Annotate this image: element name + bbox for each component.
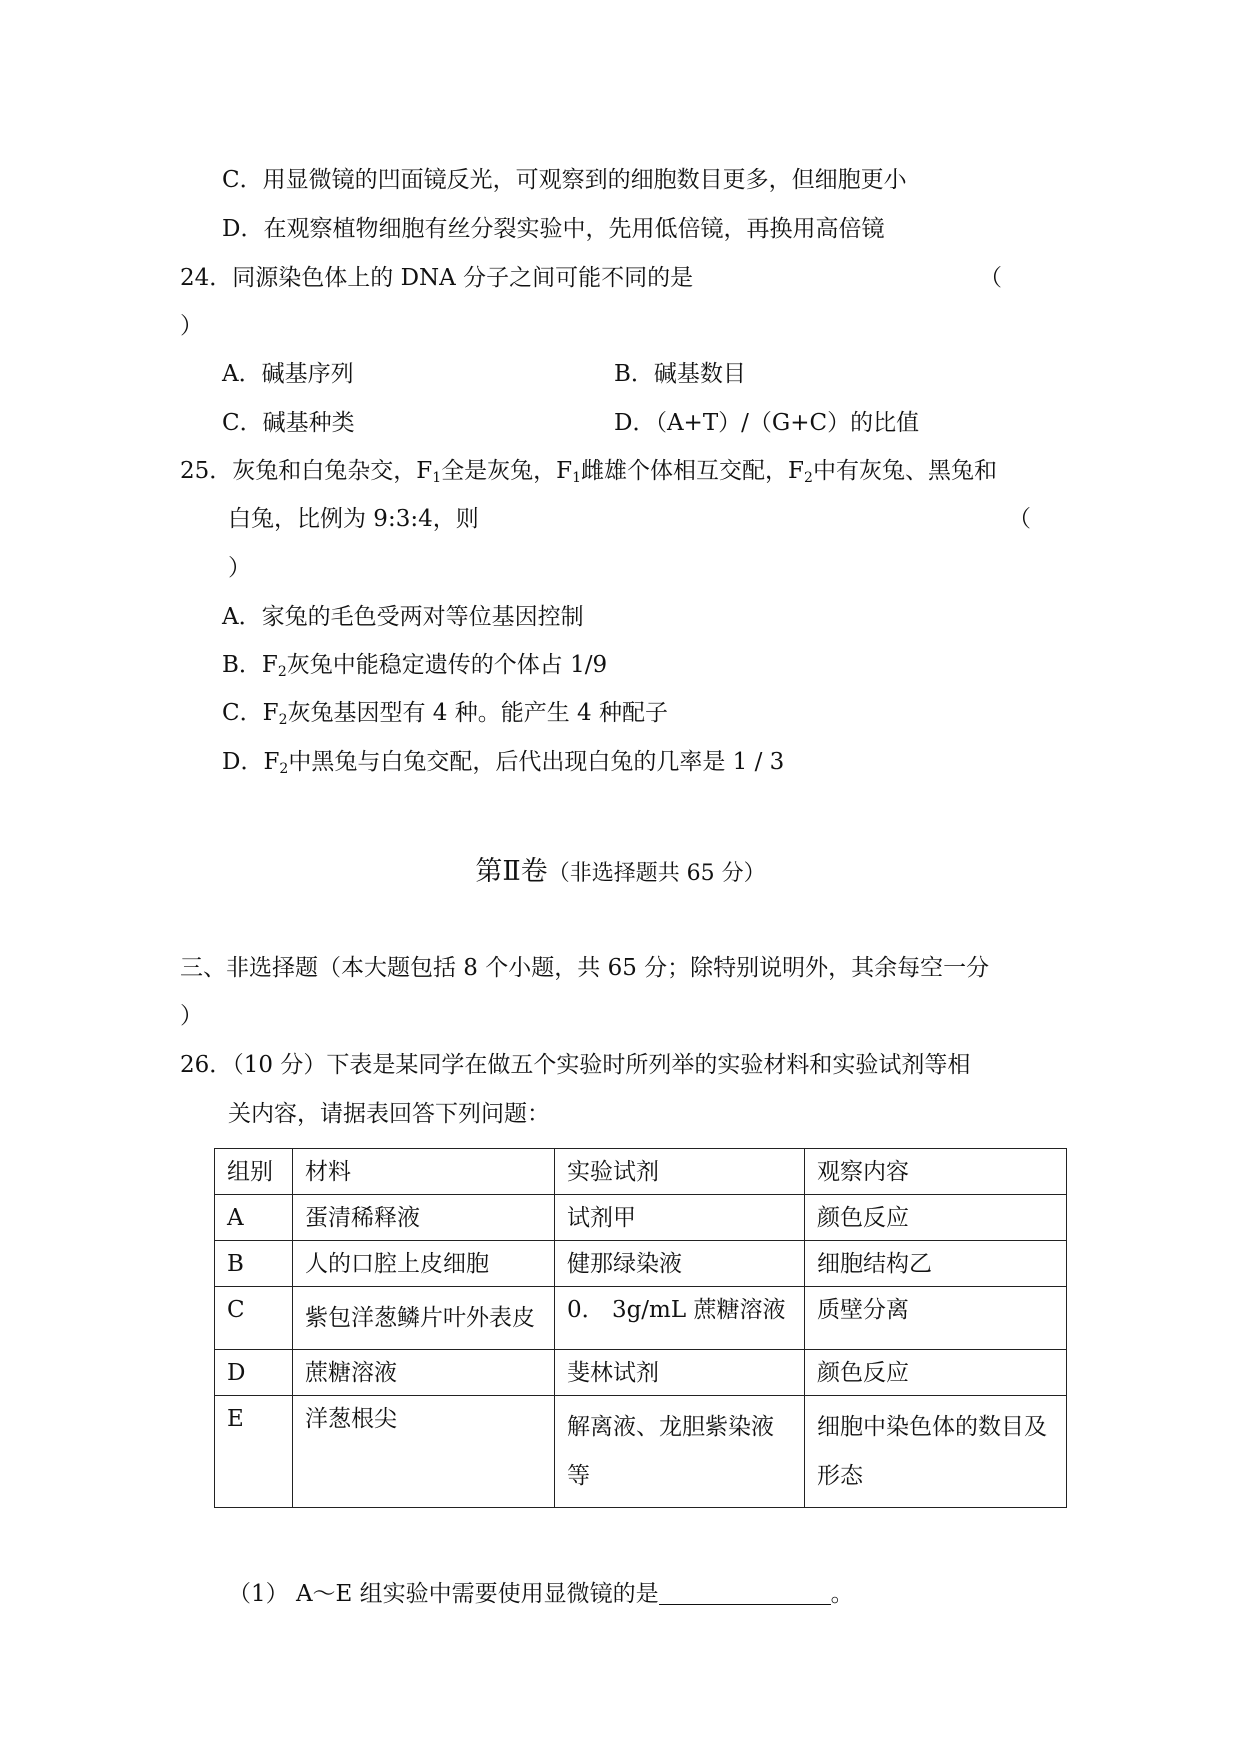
q26-stem-line2: 关内容，请据表回答下列问题： — [228, 1101, 550, 1127]
table-row — [215, 1350, 1067, 1396]
table-header-row — [215, 1149, 1067, 1195]
q23-option-d: D．在观察植物细胞有丝分裂实验中，先用低倍镜，再换用高倍镜 — [222, 216, 885, 242]
q25-option-d-prefix: D．F — [222, 749, 280, 775]
q25-option-c-text: 灰兔基因型有 4 种。能产生 4 种配子 — [287, 700, 668, 726]
table-cell: 洋葱根尖 — [293, 1396, 555, 1508]
q25-option-c-sub: 2 — [278, 712, 288, 728]
table-cell: 0． 3g/mL 蔗糖溶液 — [555, 1287, 805, 1350]
table-header-cell: 组别 — [215, 1149, 293, 1195]
section-title-sub: （非选择题共 65 分） — [547, 861, 766, 886]
table-cell: 细胞中染色体的数目及形态 — [805, 1396, 1067, 1508]
q25-option-d — [222, 746, 784, 778]
section-instruction-line2: ） — [180, 1003, 203, 1029]
table-cell: 解离液、龙胆紫染液等 — [555, 1396, 805, 1508]
table-cell: 紫包洋葱鳞片叶外表皮 — [293, 1287, 555, 1350]
q25-option-b-text: 灰兔中能稳定遗传的个体占 1/9 — [286, 652, 608, 678]
q25-option-b — [222, 649, 607, 681]
table-cell: 颜色反应 — [805, 1350, 1067, 1396]
table-row — [215, 1241, 1067, 1287]
table-cell: D — [215, 1350, 293, 1396]
q25-stem-part4: 中有灰兔、黑兔和 — [812, 458, 997, 484]
q24-option-d: D．（A+T）/（G+C）的比值 — [614, 410, 920, 436]
table-cell: 蔗糖溶液 — [293, 1350, 555, 1396]
q24-paren-close: ） — [180, 313, 203, 339]
q23-option-c: C．用显微镜的凹面镜反光，可观察到的细胞数目更多，但细胞更小 — [222, 167, 907, 193]
q25-option-a: A．家兔的毛色受两对等位基因控制 — [222, 604, 584, 630]
table-cell: E — [215, 1396, 293, 1508]
table-cell: C — [215, 1287, 293, 1350]
table-cell: 颜色反应 — [805, 1195, 1067, 1241]
q25-option-c — [222, 697, 668, 729]
q24-option-c: C．碱基种类 — [222, 410, 355, 436]
table-cell: 蛋清稀释液 — [293, 1195, 555, 1241]
q25-stem-part3: 雌雄个体相互交配，F — [581, 458, 805, 484]
q24-paren-open: （ — [979, 265, 1002, 291]
table-row — [215, 1396, 1067, 1508]
q25-stem-sub2: 1 — [572, 470, 582, 486]
table-cell: 健那绿染液 — [555, 1241, 805, 1287]
q25-option-b-prefix: B．F — [222, 652, 278, 678]
table-header-cell: 材料 — [293, 1149, 555, 1195]
table-cell: 细胞结构乙 — [805, 1241, 1067, 1287]
q25-stem-sub1: 1 — [432, 470, 442, 486]
q25-option-c-prefix: C．F — [222, 700, 279, 726]
q25-paren-open: （ — [1008, 506, 1031, 532]
table-cell: 人的口腔上皮细胞 — [293, 1241, 555, 1287]
q25-stem-part1: 25．灰兔和白兔杂交，F — [180, 458, 433, 484]
q24-option-b: B．碱基数目 — [614, 361, 746, 387]
q25-option-b-sub: 2 — [277, 664, 287, 680]
q24-option-a: A．碱基序列 — [222, 361, 354, 387]
table-cell: 试剂甲 — [555, 1195, 805, 1241]
table-cell: A — [215, 1195, 293, 1241]
q26-sub1 — [228, 1578, 854, 1610]
q25-stem-line2: 白兔，比例为 9:3:4，则 — [228, 506, 479, 532]
q25-paren-close: ） — [228, 555, 251, 581]
q25-stem-line1 — [180, 455, 997, 487]
q24-stem: 24．同源染色体上的 DNA 分子之间可能不同的是 — [180, 265, 694, 291]
answer-blank[interactable] — [659, 1578, 831, 1605]
q26-sub1-end: 。 — [830, 1581, 854, 1607]
table-cell: B — [215, 1241, 293, 1287]
table-cell: 斐林试剂 — [555, 1350, 805, 1396]
section-title-main: 第Ⅱ卷 — [475, 856, 548, 887]
q25-option-d-text: 中黑兔与白兔交配，后代出现白兔的几率是 1 / 3 — [288, 749, 785, 775]
q25-stem-sub3: 2 — [804, 470, 813, 486]
section-instruction-line1: 三、非选择题（本大题包括 8 个小题，共 65 分；除特别说明外，其余每空一分 — [180, 955, 990, 981]
q25-stem-part2: 全是灰兔，F — [441, 458, 573, 484]
table-row — [215, 1195, 1067, 1241]
q26-stem-line1: 26．（10 分）下表是某同学在做五个实验时所列举的实验材料和实验试剂等相 — [180, 1052, 971, 1078]
table-cell: 质壁分离 — [805, 1287, 1067, 1350]
q26-sub1-text: （1） A～E 组实验中需要使用显微镜的是 — [228, 1581, 659, 1607]
table-header-cell: 实验试剂 — [555, 1149, 805, 1195]
q25-option-d-sub: 2 — [279, 761, 289, 777]
section-title — [0, 854, 1241, 892]
table-row — [215, 1287, 1067, 1350]
experiment-table — [214, 1148, 1067, 1508]
table-header-cell: 观察内容 — [805, 1149, 1067, 1195]
